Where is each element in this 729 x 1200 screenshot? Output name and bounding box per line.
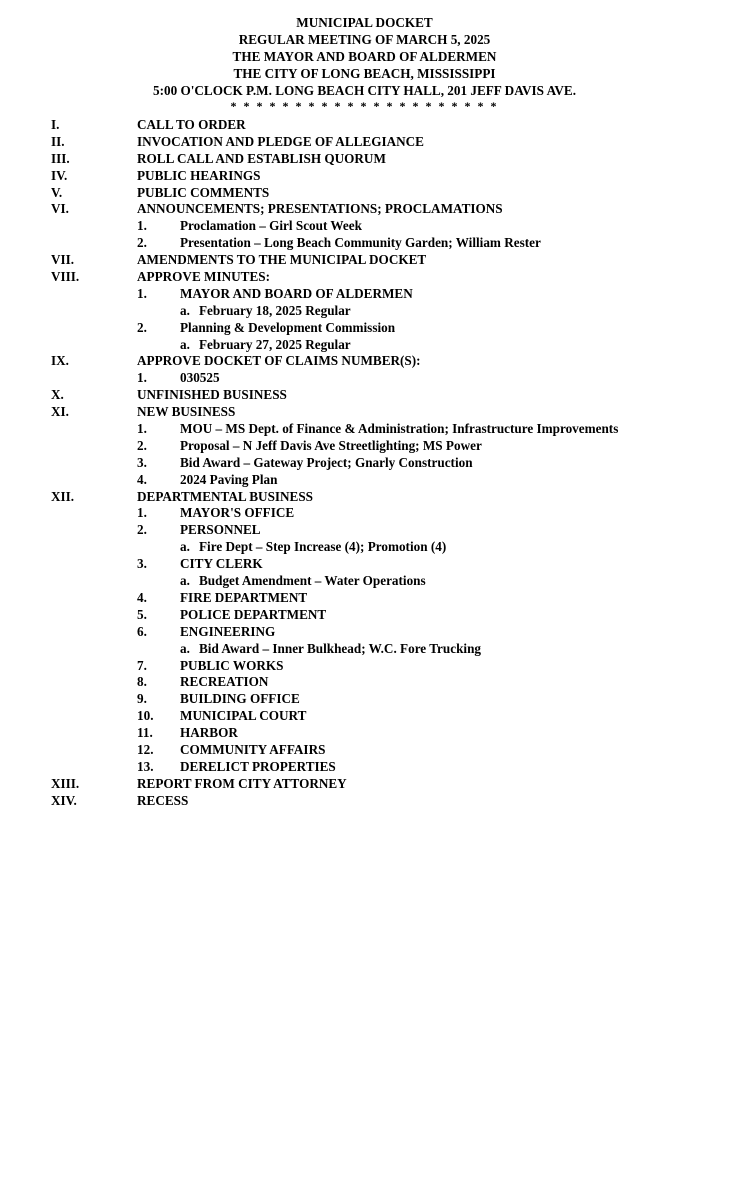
item-number: XIII. (51, 775, 80, 791)
agenda-item (0, 235, 729, 252)
agenda-section (0, 201, 729, 218)
item-text: Bid Award – Gateway Project; Gnarly Construction (180, 454, 473, 470)
agenda-item (0, 590, 729, 607)
item-text: INVOCATION AND PLEDGE OF ALLEGIANCE (137, 133, 424, 149)
item-text: February 18, 2025 Regular (199, 302, 351, 318)
item-text: FIRE DEPARTMENT (180, 589, 308, 605)
agenda-item (0, 624, 729, 641)
agenda-item (0, 505, 729, 522)
item-text: DEPARTMENTAL BUSINESS (137, 488, 314, 504)
item-number: 4. (137, 471, 147, 487)
item-number: 12. (137, 741, 154, 757)
item-text: RECREATION (180, 674, 269, 690)
item-number: 1. (137, 218, 147, 234)
docket-title: MUNICIPAL DOCKET (296, 15, 433, 30)
agenda-item (0, 725, 729, 742)
agenda-section (0, 353, 729, 370)
item-number: IX. (51, 353, 69, 369)
item-text: Proclamation – Girl Scout Week (180, 218, 362, 234)
agenda-item (0, 286, 729, 303)
item-number: 13. (137, 758, 154, 774)
item-number: 10. (137, 708, 154, 724)
item-text: Proposal – N Jeff Davis Ave Streetlighting; MS Power (180, 437, 482, 453)
agenda-item (0, 742, 729, 759)
item-text: MUNICIPAL COURT (180, 708, 307, 724)
item-number: 3. (137, 454, 147, 470)
meeting-title: REGULAR MEETING OF MARCH 5, 2025 (238, 31, 491, 47)
city-name: THE CITY OF LONG BEACH, MISSISSIPPI (233, 65, 496, 81)
item-text: APPROVE DOCKET OF CLAIMS NUMBER(S): (137, 353, 421, 369)
item-text: MOU – MS Dept. of Finance & Administration; Infrastructure Improvements (180, 421, 619, 437)
agenda-item (0, 759, 729, 776)
item-number: 11. (137, 725, 153, 741)
agenda-item (0, 370, 729, 387)
agenda-section (0, 168, 729, 185)
agenda-section (0, 387, 729, 404)
item-number: 6. (137, 623, 147, 639)
item-text: ENGINEERING (180, 623, 276, 639)
agenda-item (0, 522, 729, 539)
item-number: IV. (51, 167, 68, 183)
item-number: XI. (51, 404, 69, 420)
item-text: ANNOUNCEMENTS; PRESENTATIONS; PROCLAMATIONS (137, 201, 503, 217)
agenda-subitem (0, 539, 729, 556)
agenda-item (0, 455, 729, 472)
item-text: 2024 Paving Plan (180, 471, 278, 487)
governing-body: THE MAYOR AND BOARD OF ALDERMEN (232, 48, 497, 64)
item-text: HARBOR (180, 725, 238, 741)
item-number: a. (180, 302, 190, 318)
item-text: CITY CLERK (180, 556, 263, 572)
item-text: 030525 (180, 370, 220, 386)
item-number: XIV. (51, 792, 77, 808)
agenda-item (0, 708, 729, 725)
agenda-item (0, 320, 729, 337)
item-text: February 27, 2025 Regular (199, 336, 351, 352)
separator-stars: * * * * * * * * * * * * * * * * * * * * * (230, 98, 499, 113)
item-number: 7. (137, 657, 147, 673)
item-number: a. (180, 640, 190, 656)
agenda-subitem (0, 573, 729, 590)
agenda-item (0, 658, 729, 675)
item-text: NEW BUSINESS (137, 404, 236, 420)
item-number: 9. (137, 691, 147, 707)
item-text: BUILDING OFFICE (180, 691, 300, 707)
item-number: XII. (51, 488, 75, 504)
item-number: 5. (137, 606, 147, 622)
agenda-list (0, 117, 729, 810)
item-text: AMENDMENTS TO THE MUNICIPAL DOCKET (137, 252, 427, 268)
item-text: POLICE DEPARTMENT (180, 606, 327, 622)
item-text: APPROVE MINUTES: (137, 269, 270, 285)
item-text: DERELICT PROPERTIES (180, 758, 336, 774)
item-number: a. (180, 573, 190, 589)
item-text: PUBLIC WORKS (180, 657, 284, 673)
item-number: V. (51, 184, 63, 200)
agenda-item (0, 472, 729, 489)
item-text: PERSONNEL (180, 522, 261, 538)
item-text: Fire Dept – Step Increase (4); Promotion (4) (199, 539, 447, 555)
agenda-section (0, 776, 729, 793)
item-number: 4. (137, 589, 147, 605)
item-text: PUBLIC HEARINGS (137, 167, 261, 183)
agenda-item (0, 218, 729, 235)
agenda-section (0, 185, 729, 202)
item-number: VII. (51, 252, 75, 268)
agenda-item (0, 556, 729, 573)
item-number: 1. (137, 370, 147, 386)
item-number: X. (51, 387, 64, 403)
meeting-time-location: 5:00 O'CLOCK P.M. LONG BEACH CITY HALL, 201 JEFF DAVIS AVE. (152, 82, 577, 98)
item-number: 8. (137, 674, 147, 690)
item-text: PUBLIC COMMENTS (137, 184, 270, 200)
agenda-item (0, 421, 729, 438)
agenda-section (0, 117, 729, 134)
item-number: VIII. (51, 269, 80, 285)
item-text: ROLL CALL AND ESTABLISH QUORUM (137, 150, 386, 166)
agenda-item (0, 607, 729, 624)
item-text: RECESS (137, 792, 189, 808)
item-text: MAYOR'S OFFICE (180, 505, 295, 521)
agenda-subitem (0, 303, 729, 320)
item-number: 2. (137, 319, 147, 335)
agenda-section (0, 793, 729, 810)
agenda-section (0, 404, 729, 421)
item-number: 1. (137, 421, 147, 437)
agenda-item (0, 674, 729, 691)
item-number: 2. (137, 235, 147, 251)
item-text: Budget Amendment – Water Operations (199, 573, 426, 589)
item-number: 2. (137, 522, 147, 538)
agenda-item (0, 438, 729, 455)
agenda-section (0, 489, 729, 506)
item-number: a. (180, 336, 190, 352)
agenda-section (0, 269, 729, 286)
docket-header (0, 15, 729, 112)
agenda-section (0, 151, 729, 168)
item-number: 2. (137, 437, 147, 453)
item-number: 1. (137, 285, 147, 301)
item-text: UNFINISHED BUSINESS (137, 387, 287, 403)
item-number: II. (51, 133, 65, 149)
agenda-section (0, 134, 729, 151)
item-text: Planning & Development Commission (180, 319, 396, 335)
item-number: a. (180, 539, 190, 555)
item-number: VI. (51, 201, 69, 217)
item-text: COMMUNITY AFFAIRS (180, 741, 326, 757)
agenda-subitem (0, 337, 729, 354)
item-text: Bid Award – Inner Bulkhead; W.C. Fore Trucking (199, 640, 482, 656)
item-number: 3. (137, 556, 147, 572)
agenda-section (0, 252, 729, 269)
agenda-item (0, 691, 729, 708)
item-text: MAYOR AND BOARD OF ALDERMEN (180, 285, 413, 301)
item-number: I. (51, 117, 60, 132)
item-number: III. (51, 150, 70, 166)
item-text: CALL TO ORDER (137, 117, 246, 132)
item-number: 1. (137, 505, 147, 521)
agenda-subitem (0, 641, 729, 658)
item-text: Presentation – Long Beach Community Garden; William Rester (180, 235, 541, 251)
item-text: REPORT FROM CITY ATTORNEY (137, 775, 347, 791)
